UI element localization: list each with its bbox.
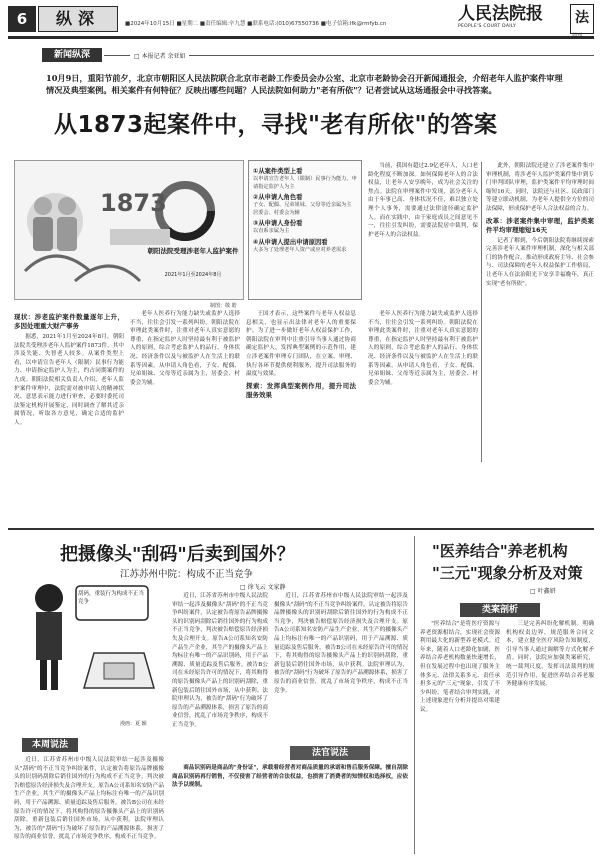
body-paragraph: 此外，朝阳法院还建立了涉老案件集中审理机制，将涉老年人监护类案件集中到专门审判团队审理，监护类案件平均审理时间缩短16天。同时，法院还与社区、民政部门等建立联动机制，为老年人提供全方位的司法保障，形成保护老年人合法权益的合力。 <box>486 163 594 212</box>
body-paragraph: 老年人医养行为能力缺失或监护人选择不当，往往会引发一系列纠纷。朝阳法院在审理此类案件时，注重对老年人真实意愿的尊重，在指定监护人时坚持最有利于被监护人的原则，综合考虑监护人的品行、身体状况、经济条件以及与被监护人在生活上的联系等因素。从申请人角色看，子女、配偶、兄弟姐妹、父母等近亲属为主，居委会、村委会为辅。 <box>368 311 478 386</box>
article-column <box>172 764 408 856</box>
subhead-explore: 探索：发挥典型案例作用，提升司法服务效果 <box>246 381 356 399</box>
logo-text: 人民法院报 <box>458 4 543 24</box>
lead-paragraph: 10月9日，重阳节前夕，北京市朝阳区人民法院联合北京市老龄工作委员会办公室、北京市老龄协会召开新闻通报会，介绍老年人监护案件审理情况及典型案例。相关案件有何特征？反映出哪些问题？人民法院如何助力"老有所依"？记者尝试从这场通报会中寻找答案。 <box>46 73 563 95</box>
side-label: 周刊 <box>572 33 583 39</box>
body-paragraph: 近日，江苏省苏州市中级人民法院审结一起涉及摄像头"刮码"的不正当竞争纠纷案件，认定被告将原告品牌摄像头的识别码刮除后销往国外的行为构成不正当竞争，判决被告赔偿原告经济损失及合理开支。原告A公司系知名安防产品生产企业，其生产的摄像头产品上均标注有唯一的产品识别码，用于产品溯源、质量追踪及售后服务。被告B公司在未经原告许可的情况下，将其购得的原告摄像头产品上的识别码刮除，重新包装后销往国外市场，从中获利。法院审理认为，被告的"刮码"行为破坏了原告的产品溯源体系，损害了原告的商业信誉，扰乱了市场竞争秩序，构成不正当竞争。 <box>172 593 268 728</box>
story2-headline: 把摄像头"刮码"后卖到国外？ <box>60 544 295 565</box>
body-paragraph: 王国才表示，这些案件与老年人权益息息相关，也显示出法律对老年人的重要保护。为了进一步做好老年人权益保护工作，朝阳法院在审判中注重引导当事人通过协商确定监护人，发挥典型案例的示范作用，建立涉老案件审理专门团队，在立案、审理、执行各环节提供便利服务，提升司法服务的温度与效果。 <box>246 311 356 378</box>
subhead-status: 现状：涉老监护案件数量逐年上升，多因处理重大财产事务 <box>14 313 124 330</box>
article-column <box>368 162 478 304</box>
masthead <box>0 0 600 44</box>
seal-char: 法 <box>575 10 589 26</box>
finding-head: ③从申请人身份看 <box>253 220 303 227</box>
column-label-weekly: 本周说法 <box>22 738 78 752</box>
infographic <box>14 160 244 300</box>
top-byline: □ 本报记者 余亚如 <box>130 51 189 60</box>
article-column <box>486 162 594 462</box>
article-column <box>130 310 240 520</box>
camera-cartoon-icon <box>14 568 164 708</box>
body-paragraph: 记者了解到，今后朝阳法院将继续探索完善涉老年人案件审理机制，深化与相关部门的协作配合，推动形成政府主导、社会参与、司法保障的老年人权益保护工作格局，让老年人在法治阳光下安享幸福晚年，真正实现"老有所依"。 <box>486 237 594 287</box>
section-title: 纵深 <box>38 6 118 32</box>
cartoon-caption: 漫画：夏 颖 <box>120 721 147 727</box>
column-label-judge: 法官说法 <box>290 746 370 760</box>
story3-headline-line2: "三元"现象分析及对策 <box>432 564 583 582</box>
finding-item: 居委会、村委会为辅 <box>253 209 300 216</box>
finding-head: ①从案件类型上看 <box>253 168 303 175</box>
infographic-date: 2021年1月至2024年8月 <box>164 272 222 278</box>
article-column <box>14 310 124 520</box>
page-number: 6 <box>8 6 36 32</box>
article-column <box>246 310 356 520</box>
body-paragraph: 据悉，2021年1月至2024年8月，朝阳法院共受理涉老年人监护案件1873件，其中涉及失能、失智老人较多。从案件类型上看，以申请宣告老年人（限制）民事行为能力、申请指定监护人为主，约占同期案件的九成。朝阳法院相关负责人介绍，老年人监护案件审理中，法院需对被申请人的精神状况、意思表示能力进行审查，必要时委托司法鉴定机构开展鉴定，同时调查了解其近亲属情况，听取各方意见，确定合适的监护人。 <box>14 334 124 426</box>
finding-head: ②从申请人角色看 <box>253 194 303 201</box>
findings-panel <box>248 160 362 300</box>
column-rule <box>481 162 482 462</box>
section-divider <box>8 528 594 530</box>
body-paragraph: 当前，我国有超过2.9亿老年人，人口老龄化程度不断加深。如何保障老年人的合法权益，让老年人安享晚年，成为社会关注的焦点。法院在审理案件中发现，部分老年人由于年事已高、身体状况不佳，难以独立处理个人事务，需要通过法律途径确定监护人。而在实践中，由于家庭成员之间意见不一，往往引发纠纷，需要法院居中裁判，保护老年人的合法权益。 <box>368 163 478 238</box>
body-paragraph: 近日，江苏省苏州市中级人民法院审结一起涉及摄像头"刮码"的不正当竞争纠纷案件，认定被告将原告品牌摄像头的识别码刮除后销往国外的行为构成不正当竞争，判决被告赔偿原告经济损失及合理开支。原告A公司系知名安防产品生产企业，其生产的摄像头产品上均标注有唯一的产品识别码，用于产品溯源、质量追踪及售后服务。被告B公司在未经原告许可的情况下，将其购得的原告摄像头产品上的识别码刮除，重新包装后销往国外市场，从中获利。法院审理认为，被告的"刮码"行为破坏了原告的产品溯源体系，损害了原告的商业信誉，扰乱了市场竞争秩序，构成不正当竞争。 <box>274 593 408 694</box>
finding-item: 大多为了处理老年人资产或应对养老需求 <box>253 246 347 253</box>
newspaper-logo <box>458 4 568 34</box>
article-column <box>420 620 500 854</box>
article-column <box>172 592 268 754</box>
main-headline: 从1873起案件中，寻找"老有所依"的答案 <box>54 112 498 138</box>
story3-headline-line1: "医养结合"养老机构 <box>432 542 568 560</box>
story2-byline: □ 徐飞云 文家静 <box>240 584 286 591</box>
column-rule <box>414 536 415 854</box>
finding-item: 以申请宣告老年人（限制）民事行为能力、申请指定监护人为主 <box>253 176 357 190</box>
seal-icon <box>570 4 594 34</box>
column-label-case-analysis: 类案剖析 <box>460 603 540 617</box>
cartoon-illustration <box>14 568 164 718</box>
column-label-news: 新闻纵深 <box>42 48 102 62</box>
finding-item: 子女、配偶、兄弟姐妹、父母等近亲属为主 <box>253 202 352 208</box>
story2-subheadline: 江苏苏州中院：构成不正当竞争 <box>120 569 254 580</box>
finding-head: ④从申请人提出申请原因看 <box>253 238 328 246</box>
masthead-rule <box>8 36 594 39</box>
cartoon-speech: 刮码，重装行为构成不正当竞争 <box>78 591 145 605</box>
body-paragraph: "医养结合"是将医疗资源与养老资源相结合，实现社会资源利用最大化的新型养老模式。近年来，随着人口老龄化加剧，医养结合养老机构数量快速增长，但在发展过程中也出现了服务主体多元、法律关系多元、责任承担多元的"三元"现象，引发了不少纠纷。笔者结合审判实践，对上述现象进行分析并提出对策建议。 <box>420 621 500 713</box>
article-column <box>506 620 594 854</box>
elderly-illustration-icon <box>15 161 243 299</box>
body-paragraph: 老年人医养行为能力缺失或监护人选择不当，往往会引发一系列纠纷。朝阳法院在审理此类案件时，注重对老年人真实意愿的尊重，在指定监护人时坚持最有利于被监护人的原则，综合考虑监护人的品行、身体状况、经济条件以及与被监护人在生活上的联系等因素。从申请人角色看，子女、配偶、兄弟姐妹、父母等近亲属为主，居委会、村委会为辅。 <box>130 311 240 386</box>
case-count: 1873 <box>100 189 167 217</box>
article-column <box>274 592 408 754</box>
article-column <box>368 310 478 520</box>
subhead-reform: 改革：涉老案件集中审理，监护类案件平均审理缩短16天 <box>486 216 594 234</box>
logo-english: PEOPLE'S COURT DAILY <box>458 24 517 29</box>
body-paragraph: 近日，江苏省苏州市中级人民法院审结一起涉及摄像头"刮码"的不正当竞争纠纷案件，认定被告将原告品牌摄像头的识别码刮除后销往国外的行为构成不正当竞争，判决被告赔偿原告经济损失及合理开支。原告A公司系知名安防产品生产企业，其生产的摄像头产品上均标注有唯一的产品识别码，用于产品溯源、质量追踪及售后服务。被告B公司在未经原告许可的情况下，将其购得的原告摄像头产品上的识别码刮除，重新包装后销往国外市场，从中获利。法院审理认为，被告的"刮码"行为破坏了原告的产品溯源体系，损害了原告的商业信誉，扰乱了市场竞争秩序，构成不正当竞争。 <box>14 757 164 841</box>
article-column <box>14 756 164 856</box>
finding-item: 以直系亲属为主 <box>253 228 290 234</box>
body-paragraph: 三是完善纠纷化解机制。明确机构权责边界，规范服务合同文本，建立健全医疗风险告知制度，引导当事人通过调解等方式化解矛盾。同时，法院应加强类案研究，统一裁判尺度，发挥司法裁判的规范引导作用，促进医养结合养老服务健康有序发展。 <box>506 621 594 688</box>
story3-byline: □ 叶鑫妍 <box>530 588 556 595</box>
infographic-title: 朝阳法院受理涉老年人监护案件 <box>147 247 239 255</box>
issue-info: ■2024年10月15日 ■星期二 ■责任编辑:辛九慧 ■联系电话:(010)67550736 ■电子信箱:lfk@rmfyb.cn <box>125 21 387 27</box>
judge-commentary: 商品识别码是商品的"身份证"，承载着经营者对商品质量的承诺和售后服务保障。擅自刮除商品识别码再行销售，不仅侵害了经营者的合法权益，也损害了消费者的知情权和选择权，应依法予以规制。 <box>172 765 408 789</box>
photo-caption: 制图：敬 皓 <box>210 303 237 309</box>
